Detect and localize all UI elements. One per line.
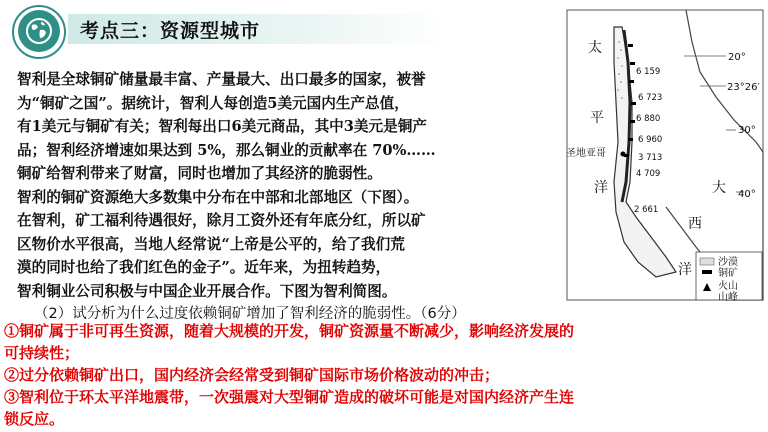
legend-label: 火山: [718, 281, 738, 292]
map-legend: [696, 252, 762, 302]
lat-40: 40°: [738, 189, 756, 200]
legend-label: 山峰: [718, 292, 738, 302]
passage-line: 为“铜矿之国”。据统计，智利人每创造5美元国内生产总值，: [17, 94, 409, 112]
header: [0, 4, 470, 54]
answer-line: 可持续性；: [4, 344, 80, 362]
answer-line: ②过分依赖铜矿出口，国内经济会经常受到铜矿国际市场价格波动的冲击；: [4, 366, 500, 384]
passage-line: 智利的铜矿资源绝大多数集中分布在中部和北部地区（下图）。: [17, 188, 419, 206]
desert-swatch: [700, 258, 714, 265]
answer-line: ③智利位于环太平洋地震带，一次强震对大型铜矿造成的破坏可能是对国内经济产生连: [4, 388, 575, 406]
passage-line: 智利是全球铜矿储量最丰富、产量最大、出口最多的国家，被誉: [17, 71, 426, 88]
santiago-marker: [621, 152, 626, 157]
answer-line: 锁反应。: [4, 410, 65, 428]
page-title: 考点三：资源型城市: [80, 20, 261, 42]
ocean-label: 大: [712, 180, 726, 196]
answer: [4, 320, 764, 430]
ocean-label: 洋: [594, 180, 608, 196]
legend-label: 铜矿: [718, 268, 738, 279]
passage-line: 铜矿给智利带来了财富，同时也增加了其经济的脆弱性。: [17, 165, 382, 182]
ocean-label: 西: [688, 216, 702, 232]
peak-height: 3 713: [638, 153, 663, 163]
question: （2）试分析为什么过度依赖铜矿增加了智利经济的脆弱性。（6分）: [34, 306, 466, 322]
ocean-label: 洋: [678, 262, 692, 278]
peak-height: 6 723: [638, 93, 663, 103]
passage-line: 在智利，矿工福利待遇很好，除月工资外还有年底分红，所以矿: [17, 212, 426, 229]
ocean-label: 太: [588, 40, 602, 56]
lat-30: 30°: [738, 125, 756, 136]
passage-line: 漠的同时也给了我们红色的金子”。近年来，为扭转趋势，: [17, 259, 391, 276]
passage-line: 智利铜业公司积极与中国企业开展合作。下图为智利简图。: [17, 282, 397, 300]
passage-line: 品；智利经济增速如果达到 5%，那么铜业的贡献率在 70%……: [17, 141, 436, 159]
city-label: 圣地亚哥: [566, 148, 606, 159]
chile-map: [566, 2, 766, 302]
ocean-label: 平: [590, 110, 604, 126]
legend-label: 沙漠: [718, 257, 738, 268]
peak-height: 2 661: [634, 205, 659, 215]
lat-20: 20°: [728, 52, 746, 63]
peak-height: 6 159: [636, 67, 661, 77]
copper-swatch: [702, 270, 712, 274]
lat-23: 23°26′: [727, 82, 760, 93]
passage: [17, 68, 562, 303]
answer-line: ①铜矿属于非可再生资源，随着大规模的开发，铜矿资源量不断减少，影响经济发展的: [4, 322, 575, 340]
peak-height: 6 880: [636, 114, 661, 124]
passage-line: 有1美元与铜矿有关；智利每出口6美元商品，其中3美元是铜产: [17, 118, 427, 135]
passage-line: 区物价水平很高，当地人经常说“上帝是公平的，给了我们荒: [17, 235, 405, 253]
peak-height: 4 709: [636, 169, 661, 179]
peak-height: 6 960: [638, 135, 663, 145]
globe-icon: [18, 10, 60, 52]
